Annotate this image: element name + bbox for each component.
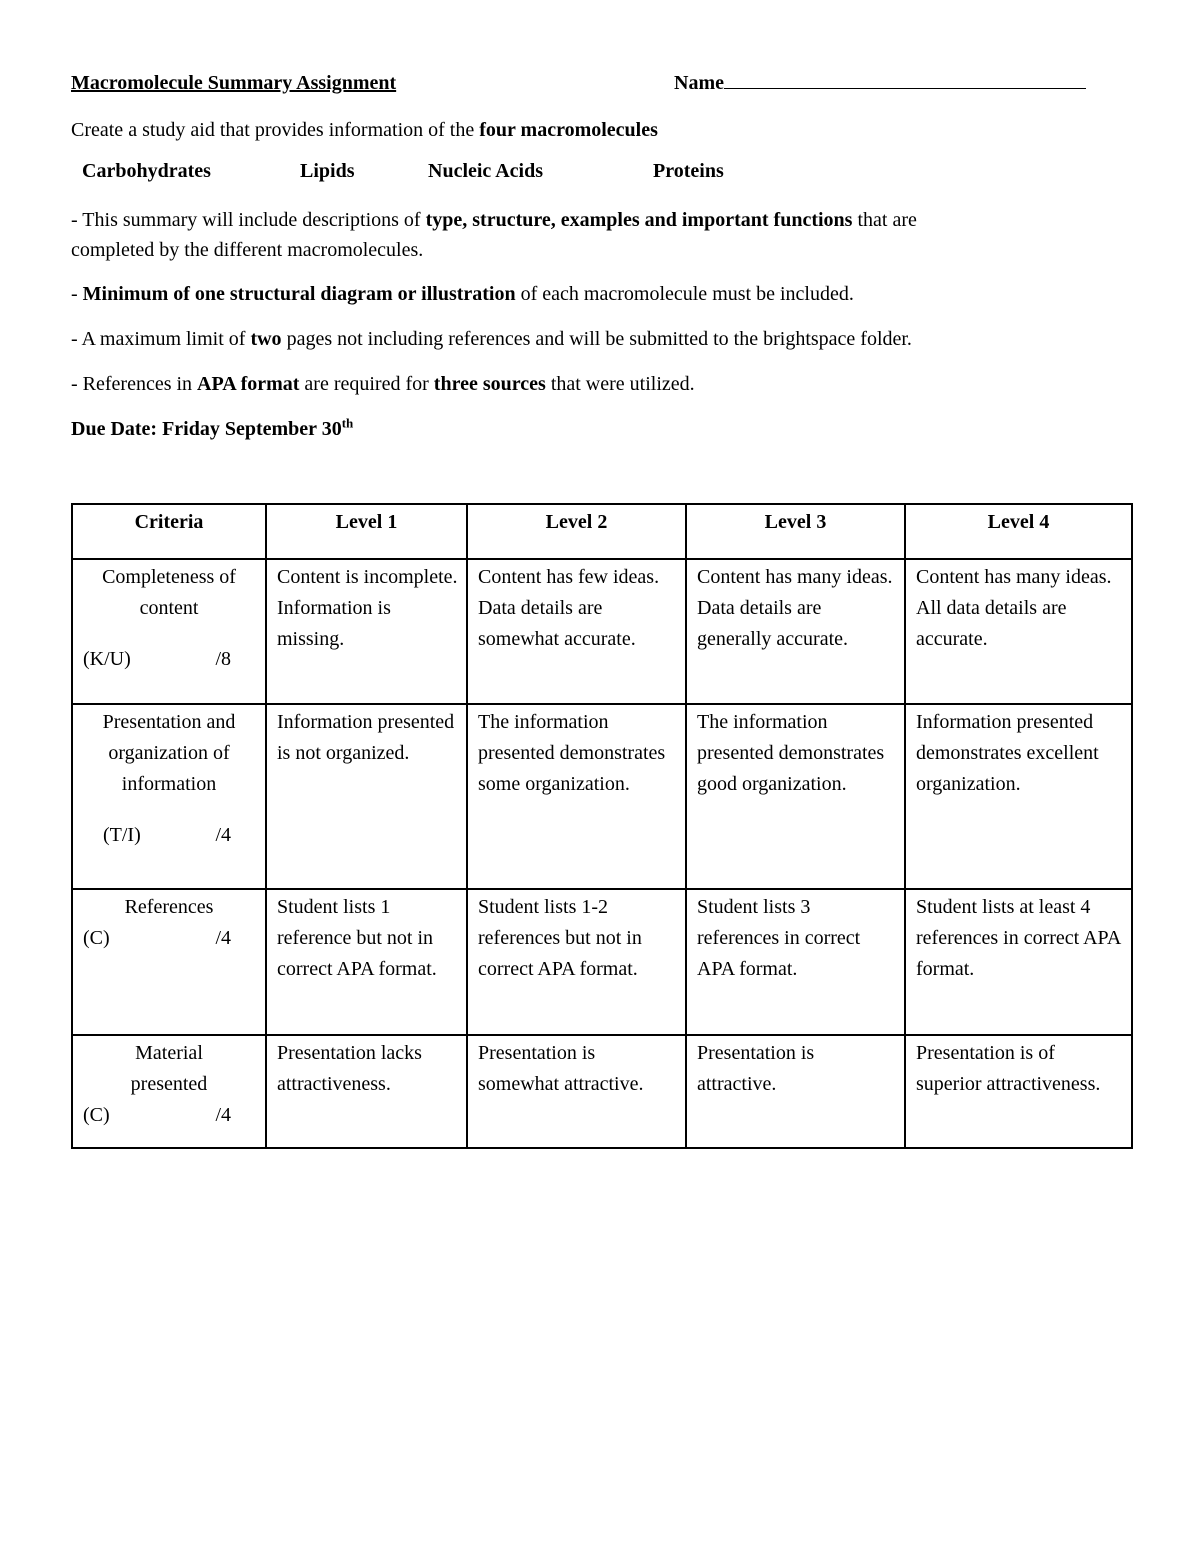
due-date-text: Due Date: Friday September 30 xyxy=(71,418,342,440)
bullet-bold: three sources xyxy=(433,373,546,395)
name-label: Name xyxy=(674,72,724,94)
level-4-cell: Presentation is of superior attractiveness. xyxy=(905,1035,1132,1148)
level-3-cell: Student lists 3 references in correct APA format. xyxy=(686,889,905,1035)
bullet-text: completed by the different macromolecules. xyxy=(71,239,424,261)
level-1-cell: Presentation lacks attractiveness. xyxy=(266,1035,467,1148)
level-2-cell: Content has few ideas. Data details are somewhat accurate. xyxy=(467,559,686,704)
rubric-table xyxy=(71,503,1133,1149)
header-level-1: Level 1 xyxy=(266,504,467,559)
level-2-cell: Student lists 1-2 references but not in correct APA format. xyxy=(467,889,686,1035)
level-2-cell: The information presented demonstrates some organization. xyxy=(467,704,686,889)
intro-line xyxy=(71,115,658,145)
rubric-row xyxy=(72,889,1132,1035)
name-blank-line xyxy=(724,72,1086,89)
header-criteria: Criteria xyxy=(72,504,266,559)
assignment-title: Macromolecule Summary Assignment xyxy=(71,72,397,94)
bullet-text: that were utilized. xyxy=(545,373,695,395)
bullet-summary-cont xyxy=(71,235,423,265)
criteria-category: (K/U) xyxy=(83,648,131,670)
bullet-text: of each macromolecule must be included. xyxy=(515,283,854,305)
level-1-cell: Student lists 1 reference but not in correct APA format. xyxy=(266,889,467,1035)
spacer xyxy=(79,624,259,644)
score-line xyxy=(79,1100,259,1131)
bullet-text: - xyxy=(71,283,83,305)
criteria-category: (C) xyxy=(83,1104,110,1126)
criteria-cell xyxy=(72,889,266,1035)
bullet-text: pages not including references and will be submitted to the brightspace folder. xyxy=(281,328,912,350)
header-level-3: Level 3 xyxy=(686,504,905,559)
bullet-bold: APA format xyxy=(197,373,300,395)
rubric-header-row xyxy=(72,504,1132,559)
macromolecule-item: Lipids xyxy=(300,160,355,182)
criteria-label: References xyxy=(124,896,214,918)
level-4-cell: Content has many ideas. All data details are accurate. xyxy=(905,559,1132,704)
level-4-cell: Information presented demonstrates excellent organization. xyxy=(905,704,1132,889)
criteria-cell xyxy=(72,1035,266,1148)
criteria-score: /4 xyxy=(215,1104,231,1126)
level-3-cell: The information presented demonstrates good organization. xyxy=(686,704,905,889)
level-3-cell: Presentation is attractive. xyxy=(686,1035,905,1148)
header-level-4: Level 4 xyxy=(905,504,1132,559)
bullet-references xyxy=(71,369,695,399)
criteria-label: Completeness of content xyxy=(102,566,236,619)
rubric-row xyxy=(72,1035,1132,1148)
due-date-suffix: th xyxy=(341,415,354,431)
macromolecule-item: Nucleic Acids xyxy=(428,160,543,182)
spacer xyxy=(79,800,259,820)
score-line xyxy=(79,923,259,954)
bullet-diagram xyxy=(71,279,854,309)
header-level-2: Level 2 xyxy=(467,504,686,559)
criteria-label: Presentation and organization of information xyxy=(102,711,236,795)
rubric-row xyxy=(72,559,1132,704)
level-4-cell: Student lists at least 4 references in correct APA format. xyxy=(905,889,1132,1035)
bullet-bold: type, structure, examples and important functions xyxy=(425,209,853,231)
criteria-score: /8 xyxy=(215,648,231,670)
bullet-text: - A maximum limit of xyxy=(71,328,251,350)
bullet-summary xyxy=(71,205,917,235)
level-2-cell: Presentation is somewhat attractive. xyxy=(467,1035,686,1148)
criteria-cell xyxy=(72,559,266,704)
macromolecule-item: Carbohydrates xyxy=(82,160,211,182)
intro-text: Create a study aid that provides information of the xyxy=(71,119,480,141)
criteria-score: /4 xyxy=(215,927,231,949)
score-line xyxy=(79,644,259,675)
criteria-category: (T/I) xyxy=(103,824,141,846)
criteria-category: (C) xyxy=(83,927,110,949)
macromolecule-item: Proteins xyxy=(653,160,724,182)
score-line xyxy=(79,820,259,851)
header-row xyxy=(71,72,1131,102)
bullet-text: that are xyxy=(852,209,917,231)
macromolecule-list xyxy=(82,160,982,190)
bullet-bold: two xyxy=(250,328,282,350)
level-1-cell: Content is incomplete. Information is missing. xyxy=(266,559,467,704)
bullet-text: - This summary will include descriptions of xyxy=(71,209,426,231)
due-date xyxy=(71,414,353,444)
intro-bold: four macromolecules xyxy=(479,119,658,141)
criteria-cell xyxy=(72,704,266,889)
bullet-page-limit xyxy=(71,324,912,354)
level-3-cell: Content has many ideas. Data details are generally accurate. xyxy=(686,559,905,704)
bullet-text: are required for xyxy=(299,373,434,395)
rubric-row xyxy=(72,704,1132,889)
bullet-bold: Minimum of one structural diagram or illustration xyxy=(82,283,516,305)
criteria-label: Material presented xyxy=(130,1042,208,1095)
criteria-score: /4 xyxy=(215,824,231,846)
bullet-text: - References in xyxy=(71,373,198,395)
name-field xyxy=(674,72,1086,95)
level-1-cell: Information presented is not organized. xyxy=(266,704,467,889)
